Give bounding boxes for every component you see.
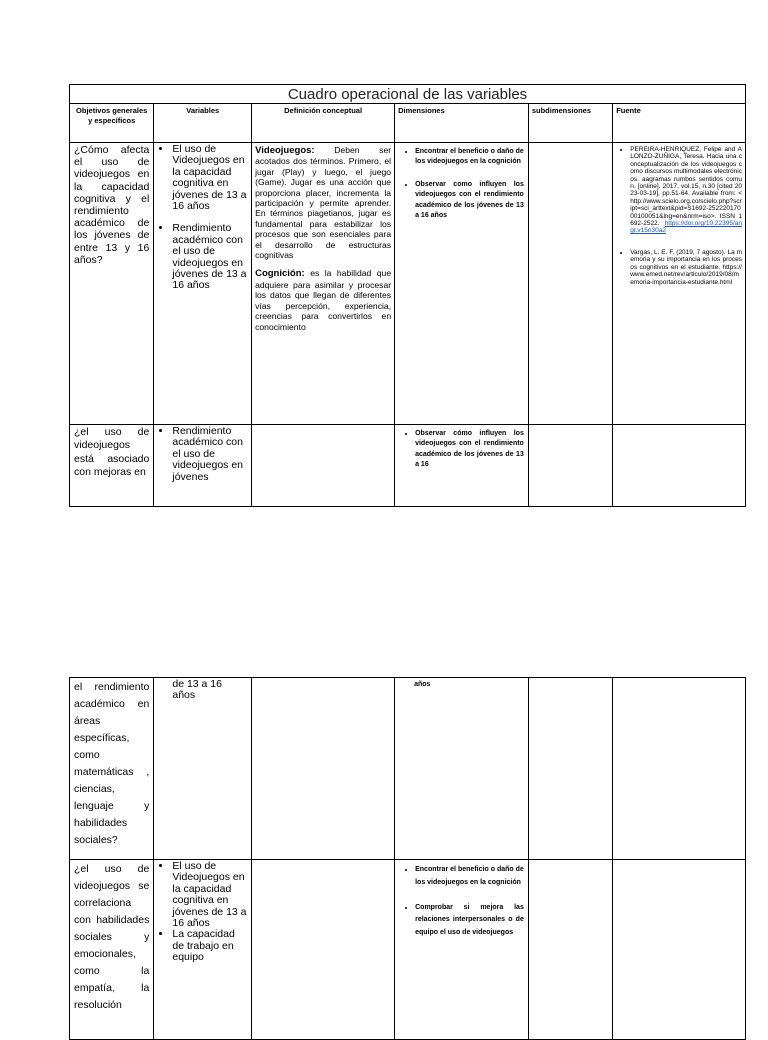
dimensiones-cell: años [395,678,529,860]
dimensiones-cell [395,860,529,1040]
table-row [70,143,746,425]
table-row [70,678,746,860]
subdimensiones-cell [528,143,612,425]
table-title: Cuadro operacional de las variables [70,85,746,104]
objetivo-cell: ¿el uso de videojuegos está asociado con mejoras en [70,425,154,507]
operational-table-page1 [69,84,746,507]
fuente-cell [613,860,746,1040]
list-item: • Comprobar si mejora las relaciones interpersonales o de equipo el uso de videojuegos [415,902,524,940]
list-item: • Observar cómo influyen los videojuegos con el rendimiento académico de los jóvenes de 13 a 16 [415,429,524,471]
list-item: • Observar como influyen los videojuegos con el rendimiento académico de los jóvenes de 13 a 16 años [415,180,524,222]
objetivo-cell: ¿el uso de videojuegos se correlaciona con habilidades sociales y emocionales, como la empatía, la resolución [70,860,154,1040]
list-item: • Rendimiento académico con el uso de videojuegos en jóvenes [172,426,247,483]
list-item: • PEREIRA-HENRIQUEZ, Felipe and ALONZO-ZUÑIGA, Teresa. Hacia una conceptualización de los videojuegos como discursos multimodales electrónicos. aagramas rumbos sentidos comun. [online]. 2017, vol.15, n.30 [cited 2023-03-19], pp.51-64. Available from: <http://www.scielo.org.co/scielo.php?script=sci_arttext&pid=S1692-25222017000100051&lng=en&nrm=iso>. ISSN 1692-2522. https://doi.org/10.22395/angr.v15n30a2 [630,146,742,235]
header-dimensiones: Dimensiones [395,104,529,143]
list-item: • Vargas, L. E. F. (2019, 7 agosto). La memoria y su importancia en los procesos cognitivos en el estudiante. https://www.emed.net/rev/articulo/2019/08/memoria-importancia-estudiante.html [630,249,742,286]
header-row [70,104,746,143]
dimensiones-cell [395,425,529,507]
list-item: • El uso de Videojuegos en la capacidad cognitiva en jóvenes de 13 a 16 años [172,144,247,212]
objetivo-cell: ¿Cómo afecta el uso de videojuegos en la capacidad cognitiva y el rendimiento académico de los jóvenes de entre 13 y 16 años? [70,143,154,425]
list-item: • La capacidad de trabajo en equipo [172,929,247,963]
list-item: • Encontrar el beneficio o daño de los videojuegos en la cognición [415,864,524,890]
variables-cell [154,425,252,507]
definition-videojuegos: Videojuegos: Deben ser acotados dos términos. Primero, el jugar (Play) y luego, el juego (Game). Jugar es una acción que proporciona placer, incrementa la participación y permite aprender. En términos piagetianos, jugar es fundamental para estabilizar los procesos que son esenciales para el desarrollo de estructuras cognitivas [255,145,392,261]
subdimensiones-cell [528,860,612,1040]
variables-cell [154,860,252,1040]
definicion-cell [252,143,395,425]
objetivo-cell: el rendimiento académico en áreas específicas, como matemáticas , ciencias, lenguaje y habilidades sociales? [70,678,154,860]
header-definicion: Definición conceptual [252,104,395,143]
definicion-cell [252,425,395,507]
subdimensiones-cell [528,425,612,507]
table-row [70,425,746,507]
table-row [70,860,746,1040]
definicion-cell [252,860,395,1040]
definition-cognicion: Cognición: es la habilidad que adquiere para asimilar y procesar los datos que llegan de diferentes vías percepción, experiencia, creencias para convertirlos en conocimiento [255,268,392,332]
fuente-cell [613,143,746,425]
header-subdimensiones: subdimensiones [528,104,612,143]
variables-cell [154,143,252,425]
definicion-cell [252,678,395,860]
header-fuente: Fuente [613,104,746,143]
variables-cell: de 13 a 16 años [154,678,252,860]
list-item: • Rendimiento académico con el uso de videojuegos en jóvenes de 13 a 16 años [172,223,247,291]
fuente-cell [613,425,746,507]
fuente-cell [613,678,746,860]
doi-link[interactable]: https://doi.org/10.22395/angr.v15n30a2 [630,220,742,235]
list-item: • Encontrar el beneficio o daño de los videojuegos en la cognición [415,147,524,168]
dimensiones-cell [395,143,529,425]
list-item: • El uso de Videojuegos en la capacidad cognitiva en jóvenes de 13 a 16 años [172,861,247,929]
subdimensiones-cell [528,678,612,860]
operational-table-page2 [69,677,746,1040]
header-objetivos: Objetivos generales y específicos [70,104,154,143]
header-variables: Variables [154,104,252,143]
